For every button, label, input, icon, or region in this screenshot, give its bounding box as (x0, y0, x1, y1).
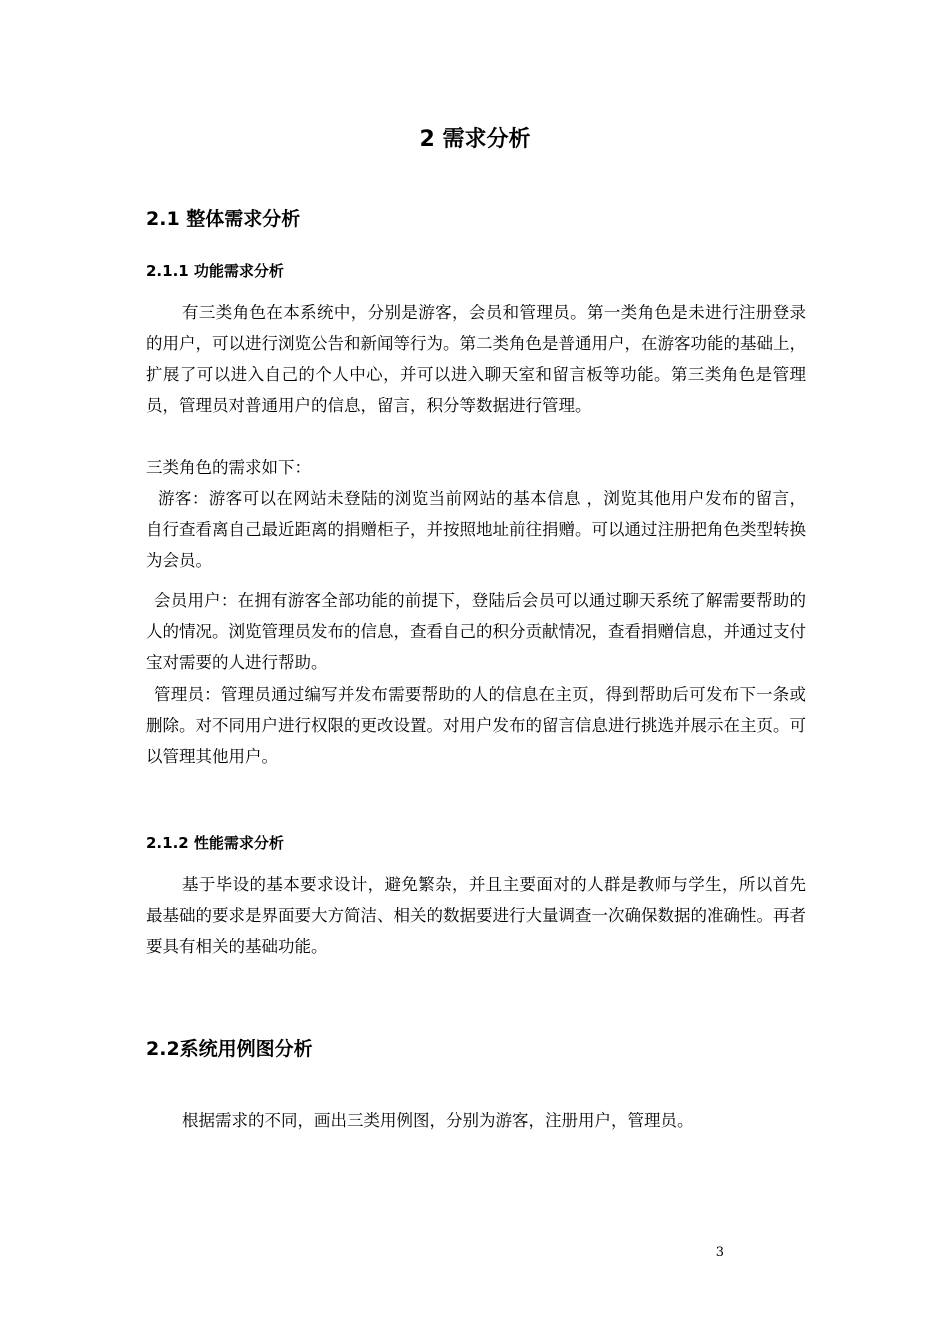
roles-lead-text: 三类角色的需求如下： (146, 458, 311, 477)
page-number (0, 1244, 724, 1262)
section-2-1-heading: 2.1 整体需求分析 (146, 208, 301, 230)
page-number-text: 3 (715, 1245, 724, 1260)
visitor-requirements: 游客：游客可以在网站未登陆的浏览当前网站的基本信息 ，浏览其他用户发布的留言，自行查看离自己最近距离的捐赠柜子，并按照地址前往捐赠。可以通过注册把角色类型转换为会员。 (146, 489, 806, 570)
section-2-1-1-heading: 2.1.1 功能需求分析 (146, 262, 284, 280)
admin-requirements: 管理员：管理员通过编写并发布需要帮助的人的信息在主页，得到帮助后可发布下一条或删除。对不同用户进行权限的更改设置。对用户发布的留言信息进行挑选并展示在主页。可以管理其他用户。 (146, 685, 806, 766)
use-case-analysis-body: 根据需求的不同，画出三类用例图，分别为游客，注册用户，管理员。 (182, 1111, 694, 1130)
section-2-1-2-heading: 2.1.2 性能需求分析 (146, 834, 284, 852)
section-2-2-heading: 2.2系统用例图分析 (146, 1038, 313, 1060)
member-requirements: 会员用户：在拥有游客全部功能的前提下，登陆后会员可以通过聊天系统了解需要帮助的人的情况。浏览管理员发布的信息，查看自己的积分贡献情况，查看捐赠信息，并通过支付宝对需要的人进行帮助。 (146, 591, 806, 672)
functional-requirements-intro: 有三类角色在本系统中，分别是游客，会员和管理员。第一类角色是未进行注册登录的用户，可以进行浏览公告和新闻等行为。第二类角色是普通用户，在游客功能的基础上，扩展了可以进入自己的个人中心，并可以进入聊天室和留言板等功能。第三类角色是管理员，管理员对普通用户的信息，留言，积分等数据进行管理。 (146, 303, 806, 415)
chapter-title: 2 需求分析 (419, 127, 531, 152)
performance-requirements-body: 基于毕设的基本要求设计，避免繁杂，并且主要面对的人群是教师与学生，所以首先最基础的要求是界面要大方简洁、相关的数据要进行大量调查一次确保数据的准确性。再者要具有相关的基础功能。 (146, 875, 806, 956)
